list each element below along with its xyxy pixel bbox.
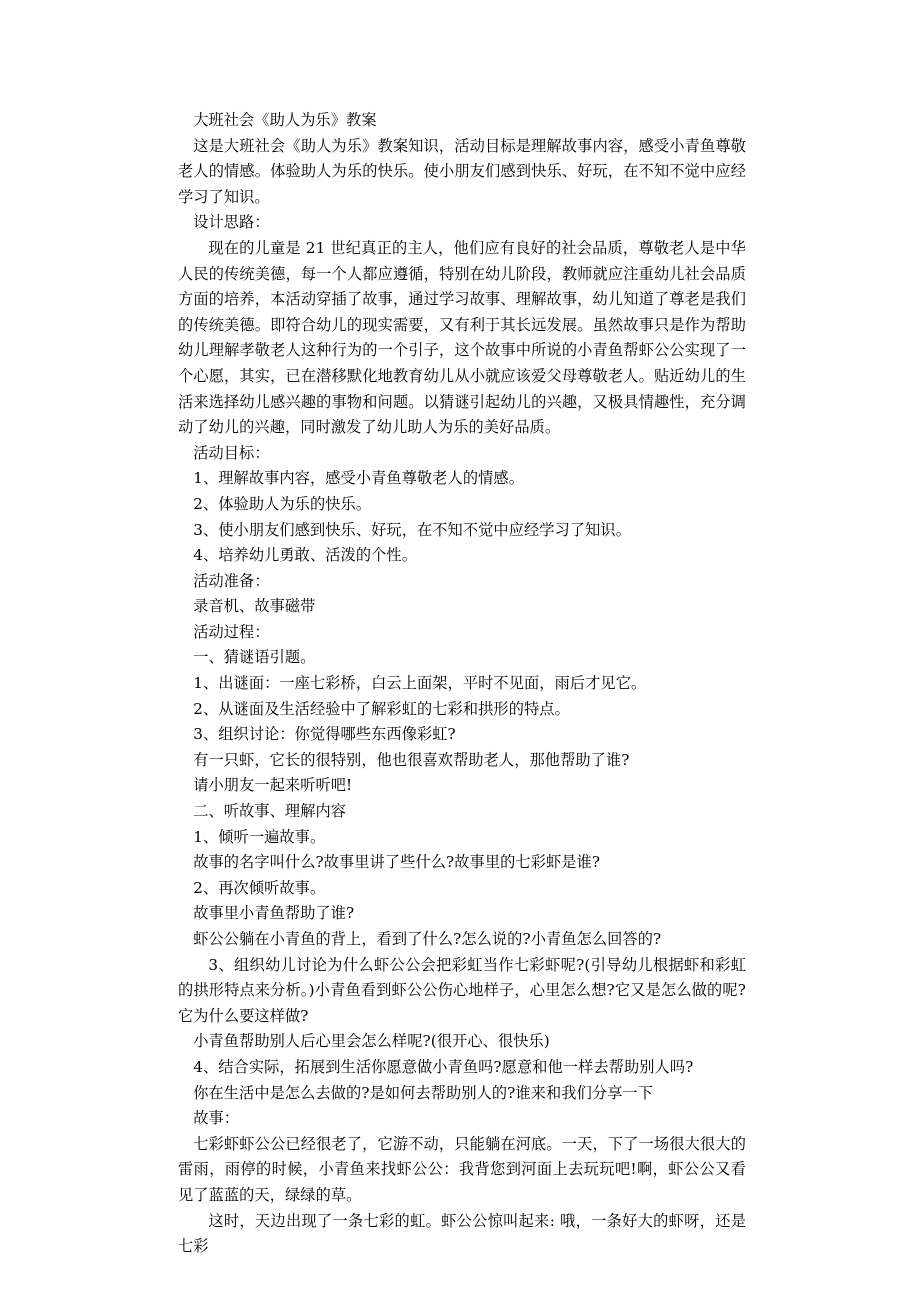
paragraph-step-1-3-q: 有一只虾，它长的很特别，他也很喜欢帮助老人，那他帮助了谁?: [193, 750, 630, 769]
document-text-body: [178, 108, 746, 1260]
paragraph-goal-4: 4、培养幼儿勇敢、活泼的个性。: [193, 546, 417, 565]
paragraph-step-2-3-extra: 小青鱼帮助别人后心里会怎么样呢?(很开心、很快乐): [193, 1032, 550, 1051]
paragraph-step-1-1: 1、出谜面：一座七彩桥，白云上面架，平时不见面，雨后才见它。: [193, 674, 647, 693]
paragraph-prep-body: 录音机、故事磁带: [193, 597, 316, 616]
paragraph-step-2-4: 4、结合实际，拓展到生活你愿意做小青鱼吗?愿意和他一样去帮助别人吗?: [193, 1057, 694, 1076]
paragraph-story-p1: 七彩虾虾公公已经很老了，它游不动，只能躺在河底。一天，下了一场很大很大的雷雨，雨停的时候，小青鱼来找虾公公：我背您到河面上去玩玩吧!啊，虾公公又看见了蓝蓝的天，绿绿的草。: [178, 1134, 746, 1204]
paragraph-step-2-4-q: 你在生活中是怎么去做的?是如何去帮助别人的?谁来和我们分享一下: [193, 1083, 654, 1102]
paragraph-step-1-3-invite: 请小朋友一起来听听吧!: [193, 776, 353, 795]
paragraph-design-body: 现在的儿童是 21 世纪真正的主人，他们应有良好的社会品质，尊敬老人是中华人民的传统美德，每一个人都应遵循，特别在幼儿阶段，教师就应注重幼儿社会品质方面的培养，本活动穿插了故事，通过学习故事、理解故事，幼儿知道了尊老是我们的传统美德。即符合幼儿的现实需要，又有利于其长远发展。虽然故事只是作为帮助幼儿理解孝敬老人这种行为的一个引子，这个故事中所说的小青鱼帮虾公公实现了一个心愿，其实，已在潜移默化地教育幼儿从小就应该爱父母尊敬老人。贴近幼儿的生活来选择幼儿感兴趣的事物和问题。以猜谜引起幼儿的兴趣，又极具情趣性，充分调动了幼儿的兴趣，同时激发了幼儿助人为乐的美好品质。: [178, 238, 746, 437]
paragraph-story-heading: 故事：: [193, 1109, 240, 1128]
paragraph-step-2-3: 3、组织幼儿讨论为什么虾公公会把彩虹当作七彩虾呢?(引导幼儿根据虾和彩虹的拱形特点来分析。)小青鱼看到虾公公伤心地样子，心里怎么想?它又是怎么做的呢?它为什么要这样做?: [178, 955, 746, 1025]
paragraph-goal-2: 2、体验助人为乐的快乐。: [193, 494, 372, 513]
paragraph-goal-3: 3、使小朋友们感到快乐、好玩，在不知不觉中应经学习了知识。: [193, 520, 631, 539]
paragraph-design-heading: 设计思路：: [193, 213, 270, 232]
paragraph-heading: 大班社会《助人为乐》教案: [193, 111, 377, 129]
paragraph-goals-heading: 活动目标：: [193, 443, 270, 462]
paragraph-step-2-2: 2、再次倾听故事。: [193, 878, 326, 897]
paragraph-goal-1: 1、理解故事内容，感受小青鱼尊敬老人的情感。: [193, 469, 524, 488]
paragraph-step-2-1: 1、倾听一遍故事。: [193, 827, 326, 846]
paragraph-step-2-2-q1: 故事里小青鱼帮助了谁?: [193, 904, 355, 923]
paragraph-step-2-1-q: 故事的名字叫什么?故事里讲了些什么?故事里的七彩虾是谁?: [193, 853, 601, 872]
paragraph-prep-heading: 活动准备：: [193, 571, 270, 590]
paragraph-story-p2: 这时，天边出现了一条七彩的虹。虾公公惊叫起来: 哦，一条好大的虾呀，还是七彩: [178, 1211, 746, 1256]
paragraph-step-1-3: 3、组织讨论：你觉得哪些东西像彩虹?: [193, 725, 456, 744]
paragraph-step-2-2-q2: 虾公公躺在小青鱼的背上，看到了什么?怎么说的?小青鱼怎么回答的?: [193, 930, 662, 948]
paragraph-step-1-heading: 一、猜谜语引题。: [193, 648, 316, 667]
paragraph-step-1-2: 2、从谜面及生活经验中了解彩虹的七彩和拱形的特点。: [193, 699, 570, 718]
paragraph-step-2-heading: 二、听故事、理解内容: [193, 802, 347, 821]
paragraph-intro: 这是大班社会《助人为乐》教案知识，活动目标是理解故事内容，感受小青鱼尊敬老人的情感。体验助人为乐的快乐。使小朋友们感到快乐、好玩，在不知不觉中应经学习了知识。: [178, 136, 746, 206]
paragraph-process-heading: 活动过程：: [193, 622, 270, 641]
